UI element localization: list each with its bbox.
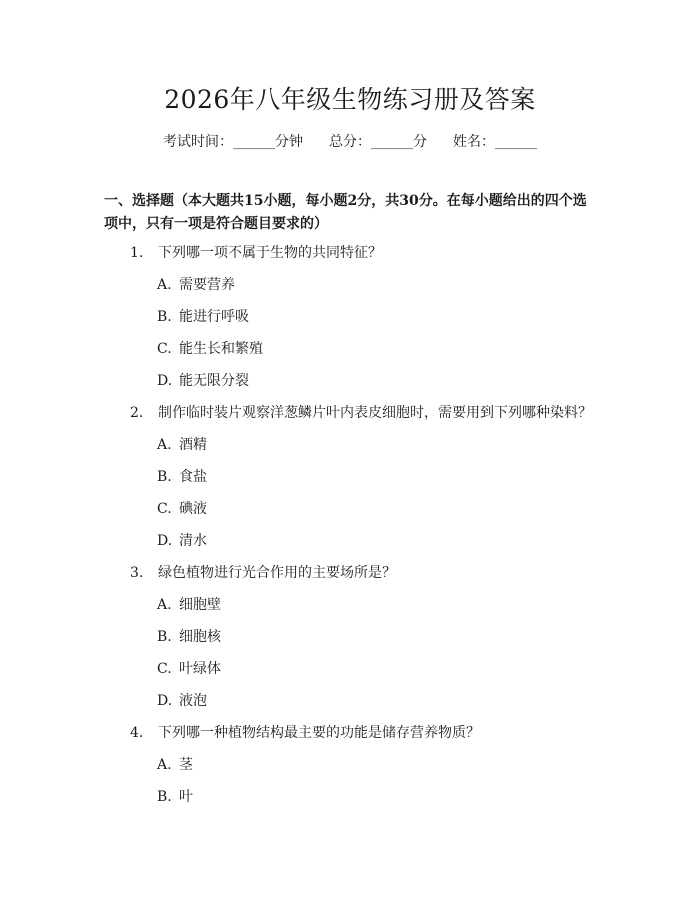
option-letter: D. [157,373,173,389]
section-heading-line-1: 一、选择题（本大题共15小题，每小题2分，共30分。在每小题给出的四个选 [104,193,587,209]
option-letter: A. [157,277,172,293]
total-score-field: 总分：______分 [329,134,427,150]
option-letter: B. [157,629,172,645]
question-number: 1. [130,245,144,261]
question-text: 下列哪一种植物结构最主要的功能是储存营养物质？ [158,725,480,741]
question-3-option-b [157,627,221,647]
option-letter: B. [157,789,172,805]
option-text: 酒精 [179,437,207,453]
option-letter: D. [157,533,173,549]
question-2-option-a [157,435,207,455]
exam-meta-row [0,131,700,151]
option-letter: A. [157,437,172,453]
document-title: 2026年八年级生物练习册及答案 [164,85,536,114]
option-letter: A. [157,757,172,773]
option-text: 细胞核 [179,629,221,645]
question-text: 制作临时装片观察洋葱鳞片叶内表皮细胞时，需要用到下列哪种染料？ [158,405,592,421]
question-1 [130,243,382,263]
question-3-option-d [157,691,207,711]
option-text: 需要营养 [179,277,235,293]
option-text: 叶 [179,789,193,805]
question-1-option-b [157,307,249,327]
question-4-option-b [157,787,193,807]
option-text: 食盐 [179,469,207,485]
question-4-option-a [157,755,193,775]
option-text: 能进行呼吸 [179,309,249,325]
question-number: 2. [130,405,144,421]
question-text: 绿色植物进行光合作用的主要场所是？ [158,565,396,581]
option-text: 茎 [179,757,193,773]
option-text: 清水 [179,533,207,549]
option-letter: C. [157,341,172,357]
option-letter: C. [157,501,172,517]
section-heading-multiple-choice [104,190,602,236]
option-text: 能无限分裂 [179,373,249,389]
section-heading-line-2: 项中，只有一项是符合题目要求的） [104,216,328,232]
exam-time-field: 考试时间：______分钟 [163,134,303,150]
student-name-field: 姓名：______ [453,134,537,150]
option-letter: B. [157,469,172,485]
option-text: 叶绿体 [179,661,221,677]
question-1-option-c [157,339,263,359]
question-2-option-d [157,531,207,551]
question-2 [130,403,592,423]
question-number: 3. [130,565,144,581]
option-letter: D. [157,693,173,709]
question-4 [130,723,480,743]
question-3 [130,563,396,583]
question-3-option-c [157,659,221,679]
option-letter: C. [157,661,172,677]
question-number: 4. [130,725,144,741]
option-letter: B. [157,309,172,325]
option-letter: A. [157,597,172,613]
option-text: 碘液 [179,501,207,517]
question-2-option-b [157,467,207,487]
question-3-option-a [157,595,221,615]
option-text: 液泡 [179,693,207,709]
question-1-option-d [157,371,249,391]
option-text: 能生长和繁殖 [179,341,263,357]
option-text: 细胞壁 [179,597,221,613]
question-text: 下列哪一项不属于生物的共同特征？ [158,245,382,261]
question-1-option-a [157,275,235,295]
question-2-option-c [157,499,207,519]
